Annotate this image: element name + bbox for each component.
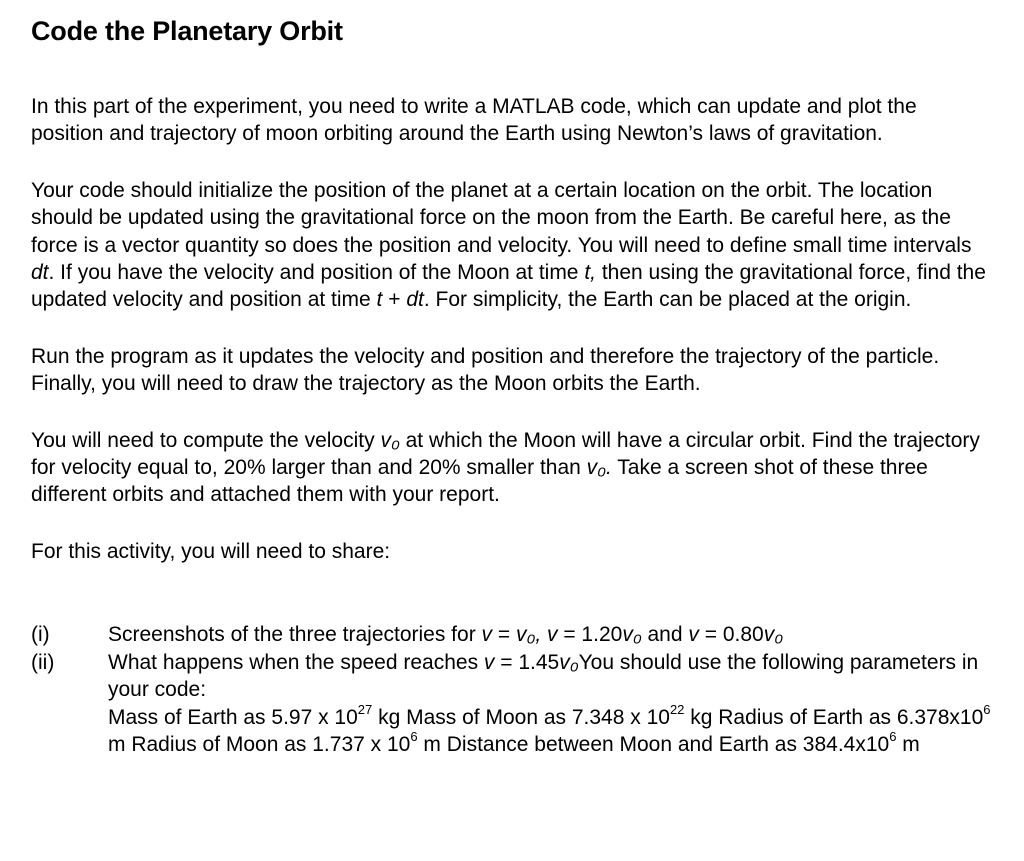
list-item-number: (ii): [31, 650, 55, 674]
share-heading: For this activity, you will need to share:: [31, 539, 391, 563]
instructions-paragraph: Your code should initialize the position of the planet at a certain location on the orbit. The location should be updated using the gravitational force on the moon from the Earth. Be careful here, as the force is a vector quantity so does the position and velocity. You will need to define small time intervals dt. If you have the velocity and position of the Moon at time t, then using the gravitational force, find the updated velocity and position at time t + dt. For simplicity, the Earth can be placed at the origin.: [31, 178, 986, 312]
intro-paragraph: In this part of the experiment, you need to write a MATLAB code, which can update and plot the position and trajectory of moon orbiting around the Earth using Newton’s laws of gravitation.: [31, 95, 917, 146]
list-item: [31, 649, 991, 759]
list-item-text: What happens when the speed reaches v = 1.45v₀You should use the following parameters in your code: Mass of Earth as 5.97 x $10^{27}$ kg Mass of Moon as 7.348 x $10^{22}$ kg Radius of Earth as $6.378x10^6$ m Radius of Moon as 1.737 x $10^6$ m Distance between Moon and Earth as $384.4x10^6$ m: [108, 650, 991, 756]
page-title: Code the Planetary Orbit: [31, 16, 343, 46]
list-item: [31, 621, 991, 648]
list-item-number: (i): [31, 623, 50, 647]
list-item-text: Screenshots of the three trajectories for v = v₀, v = 1.20v₀ and v = 0.80v₀: [108, 623, 784, 647]
document: [31, 14, 991, 758]
velocity-paragraph: You will need to compute the velocity v₀ at which the Moon will have a circular orbit. Find the trajectory for velocity equal to, 20% larger than and 20% smaller than v₀. Take a screen shot of these three different orbits and attached them with your report.: [31, 428, 980, 507]
run-paragraph: Run the program as it updates the velocity and position and therefore the trajectory of the particle. Finally, you will need to draw the trajectory as the Moon orbits the Earth.: [31, 344, 940, 396]
share-list: [31, 621, 991, 758]
